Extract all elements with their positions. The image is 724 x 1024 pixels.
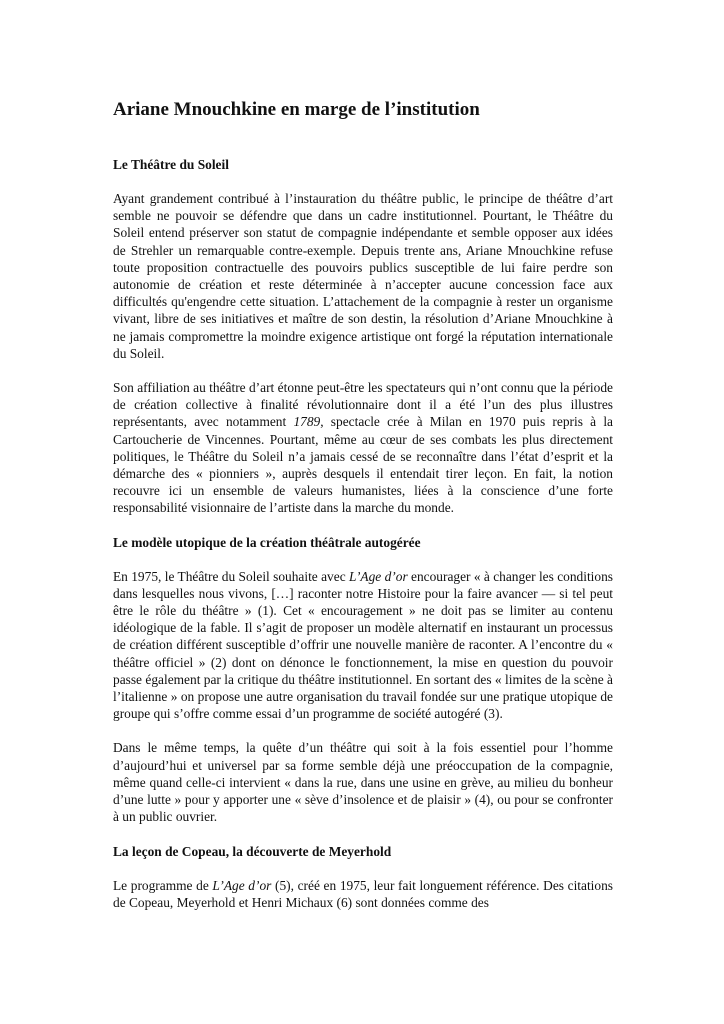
section-heading-lecon-de-copeau: La leçon de Copeau, la découverte de Meyerhold xyxy=(113,843,392,859)
document-page xyxy=(113,98,613,928)
work-title-1789: 1789 xyxy=(293,414,321,430)
paragraph-5-text-b: (5), créé en 1975, leur fait longuement référence. Des citations de Copeau, Meyerhold et Henri Michaux (6) sont données comme des xyxy=(113,877,614,910)
work-title-age-dor-2: L’Age d’or xyxy=(212,877,272,893)
paragraph-2-text-a: Son affiliation au théâtre d’art étonne peut-être les spectateurs qui n’ont connu que la période de création collective à finalité révolutionnaire dont il a été l’un des plus illustres représentants, avec notamment xyxy=(113,380,613,430)
paragraph-2-text-b: , spectacle crée à Milan en 1970 puis repris à la Cartoucherie de Vincennes. Pourtant, même au cœur de ses combats les plus directement politiques, le Théâtre du Soleil n’a jamais cessé de se reconnaître dans l’état d’esprit et la démarche des « pionniers », auprès desquels il entendait tirer leçon. En fait, la notion recouvre ici un ensemble de valeurs humanistes, liées à la conscience d’une forte responsabilité visionnaire de l’artiste dans la marche du monde. xyxy=(113,414,613,516)
paragraph-1-text: Ayant grandement contribué à l’instauration du théâtre public, le principe de théâtre d’art semble ne pouvoir se défendre que dans un cadre institutionnel. Pourtant, le Théâtre du Soleil entend préserver son statut de compagnie indépendante et semble opposer aux idées de Strehler un remarquable contre-exemple. Depuis trente ans, Ariane Mnouchkine refuse toute proposition contractuelle des pouvoirs publics susceptible de lui faire perdre son autonomie de création et reste déterminée à n’accepter aucune concession face aux difficultés qu'engendre cette situation. L’attachement de la compagnie à rester un organisme vivant, libre de ses initiatives et maître de son destin, la résolution d’Ariane Mnouchkine à ne jamais compromettre la moindre exigence artistique ont forgé la réputation internationale du Soleil. xyxy=(113,191,613,361)
paragraph-3 xyxy=(113,568,613,723)
paragraph-1 xyxy=(113,190,613,362)
section-heading-modele-utopique: Le modèle utopique de la création théâtrale autogérée xyxy=(113,534,421,550)
paragraph-2 xyxy=(113,379,613,517)
paragraph-4 xyxy=(113,739,613,825)
paragraph-4-text: Dans le même temps, la quête d’un théâtre qui soit à la fois essentiel pour l’homme d’aujourd’hui et universel par sa forme semble déjà une préoccupation de la compagnie, même quand celle-ci intervient « dans la rue, dans une usine en grève, au milieu du bonheur d’une lutte » pour y apporter une « sève d’insolence et de plaisir » (4), ou pour se confronter à un public ouvrier. xyxy=(113,740,613,825)
paragraph-5 xyxy=(113,877,613,911)
section-heading-theatre-du-soleil: Le Théâtre du Soleil xyxy=(113,157,229,172)
paragraph-3-text-a: En 1975, le Théâtre du Soleil souhaite avec xyxy=(113,568,349,584)
paragraph-3-text-b: encourager « à changer les conditions dans lesquelles nous vivons, […] raconter notre Histoire pour la faire avancer — si tel peut être le rôle du théâtre » (1). Cet « encouragement » ne doit pas se limiter au contenu idéologique de la fable. Il s’agit de proposer un modèle alternatif en instaurant un processus de création différent susceptible d’offrir une nouvelle manière de raconter. A l’encontre du « théâtre officiel » (2) dont on dénonce le fonctionnement, la mise en question du pouvoir passe également par la critique du théâtre institutionnel. En sortant des « limites de la scène à l’italienne » on propose une autre organisation du travail fondée sur une pratique utopique de groupe qui s’offre comme essai d’un programme de société autogéré (3). xyxy=(113,568,613,722)
document-title: Ariane Mnouchkine en marge de l’institution xyxy=(113,99,480,120)
paragraph-5-text-a: Le programme de xyxy=(113,877,213,893)
work-title-age-dor: L’Age d’or xyxy=(349,568,408,584)
